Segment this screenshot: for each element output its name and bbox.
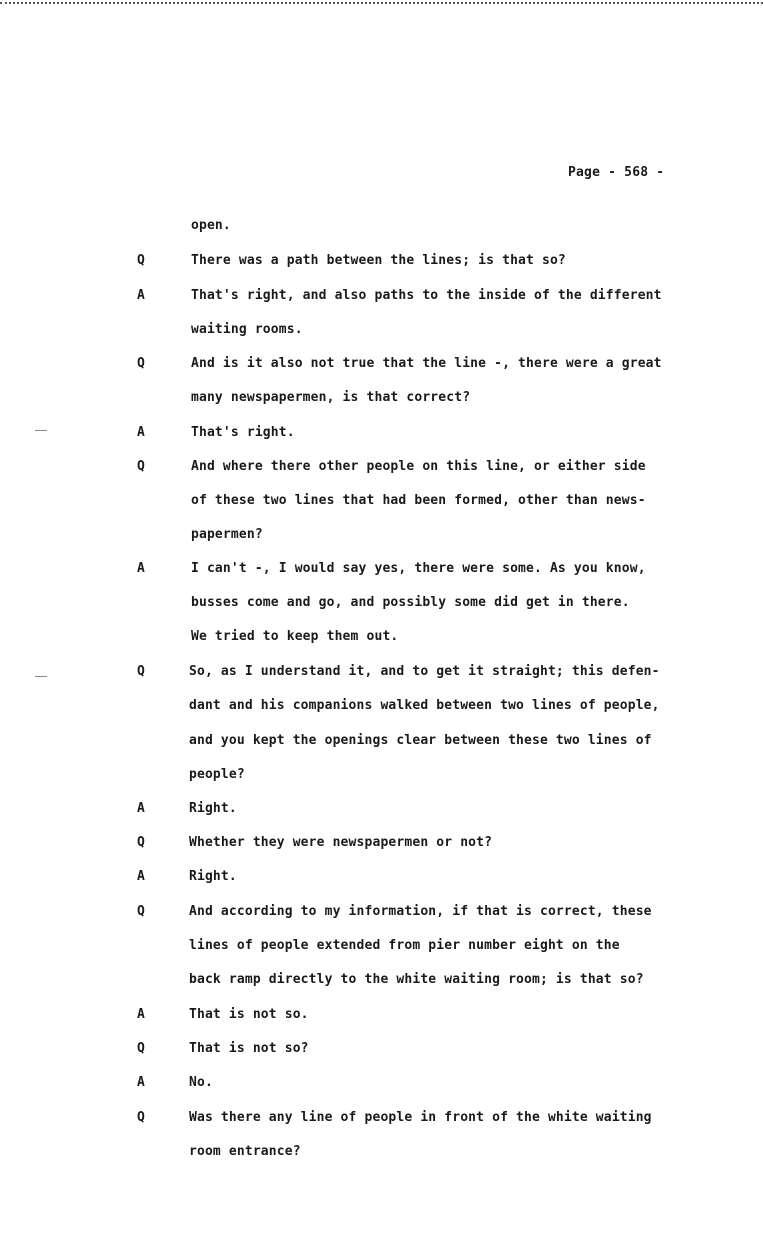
transcript-line: people? xyxy=(189,767,245,782)
speaker-label: A xyxy=(137,869,145,884)
speaker-label: A xyxy=(137,1075,145,1090)
speaker-label: Q xyxy=(137,835,145,850)
speaker-label: A xyxy=(137,425,145,440)
transcript-line: papermen? xyxy=(191,527,263,542)
transcript-line: and you kept the openings clear between these two lines of xyxy=(189,733,652,748)
transcript-line: Right. xyxy=(189,801,237,816)
transcript-line: That is not so. xyxy=(189,1007,309,1022)
transcript-line: Whether they were newspapermen or not? xyxy=(189,835,493,850)
transcript-line: That's right. xyxy=(191,425,295,440)
transcript-line: lines of people extended from pier number eight on the xyxy=(189,938,620,953)
transcript-line: That is not so? xyxy=(189,1041,309,1056)
transcript-line: We tried to keep them out. xyxy=(191,629,399,644)
transcript-line: busses come and go, and possibly some did get in there. xyxy=(191,595,630,610)
transcript-line: Right. xyxy=(189,869,237,884)
speaker-label: Q xyxy=(137,253,145,268)
transcript-line: open. xyxy=(191,218,231,233)
transcript-line: Was there any line of people in front of the white waiting xyxy=(189,1110,652,1125)
transcript-line: back ramp directly to the white waiting room; is that so? xyxy=(189,972,644,987)
speaker-label: Q xyxy=(137,356,145,371)
transcript-line: So, as I understand it, and to get it straight; this defen- xyxy=(189,664,660,679)
margin-tick-mark xyxy=(35,430,47,431)
transcript-line: And where there other people on this line, or either side xyxy=(191,459,646,474)
transcript-line: No. xyxy=(189,1075,213,1090)
speaker-label: Q xyxy=(137,904,145,919)
top-border-rule xyxy=(0,2,763,4)
transcript-line: I can't -, I would say yes, there were some. As you know, xyxy=(191,561,646,576)
margin-tick-mark xyxy=(35,676,47,677)
transcript-line: of these two lines that had been formed, other than news- xyxy=(191,493,646,508)
speaker-label: A xyxy=(137,288,145,303)
transcript-line: many newspapermen, is that correct? xyxy=(191,390,471,405)
speaker-label: A xyxy=(137,1007,145,1022)
speaker-label: A xyxy=(137,561,145,576)
transcript-line: And according to my information, if that is correct, these xyxy=(189,904,652,919)
transcript-line: That's right, and also paths to the inside of the different xyxy=(191,288,662,303)
page-number: Page - 568 - xyxy=(568,165,665,180)
transcript-line: And is it also not true that the line -, there were a great xyxy=(191,356,662,371)
speaker-label: Q xyxy=(137,1110,145,1125)
transcript-line: room entrance? xyxy=(189,1144,301,1159)
speaker-label: Q xyxy=(137,459,145,474)
transcript-line: dant and his companions walked between two lines of people, xyxy=(189,698,660,713)
speaker-label: A xyxy=(137,801,145,816)
speaker-label: Q xyxy=(137,1041,145,1056)
transcript-line: There was a path between the lines; is that so? xyxy=(191,253,566,268)
transcript-line: waiting rooms. xyxy=(191,322,303,337)
speaker-label: Q xyxy=(137,664,145,679)
